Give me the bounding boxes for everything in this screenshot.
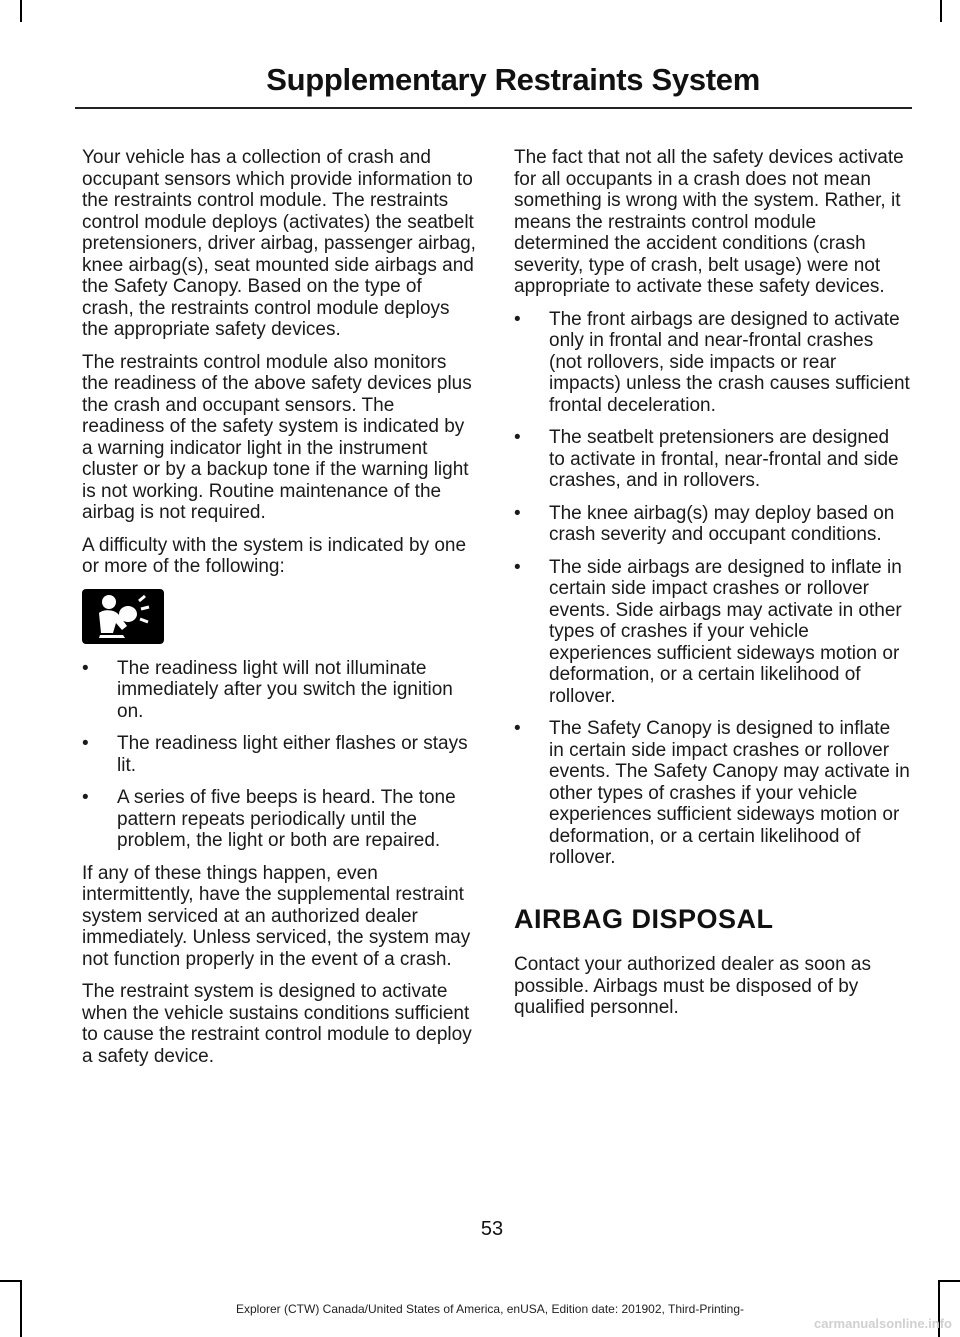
paragraph: Your vehicle has a collection of crash and occupant sensors which provide information to the restraints control module. The restraints control module deploys (activates) the seatbelt pretensioners, driver airbag, passenger airbag, knee airbag(s), seat mounted side airbags and the Safety Canopy. Based on the type of crash, the restraints control module deploys the appropriate safety devices. — [82, 147, 476, 340]
paragraph: A difficulty with the system is indicated by one or more of the following: — [82, 534, 467, 577]
page-title: Supplementary Restraints System — [266, 62, 760, 97]
list-item: • The side airbags are designed to inflate in certain side impact crashes or rollover events. Side airbags may activate in other types of crashes if your vehicle experiences sufficient sideways motion or deformation, or a certain likelihood of rollover. — [514, 556, 902, 707]
crop-mark-top-right — [940, 0, 942, 22]
footer-text: Explorer (CTW) Canada/United States of America, enUSA, Edition date: 201902, Third-Printing- — [235, 1302, 745, 1316]
paragraph: The restraints control module also monitors the readiness of the above safety devices plus the crash and occupant sensors. The readiness of the safety system is indicated by a warning indicator light in the instrument cluster or by a backup tone if the warning light is not working. Routine maintenance of the airbag is not required. — [82, 351, 472, 523]
right-column — [514, 147, 910, 1030]
readiness-bullet-list — [82, 658, 477, 852]
activation-bullet-list — [514, 309, 910, 869]
left-column — [82, 147, 477, 1078]
page-number: 53 — [480, 1218, 504, 1240]
list-item: • The readiness light will not illuminate immediately after you switch the ignition on. — [82, 657, 453, 722]
paragraph: The fact that not all the safety devices activate for all occupants in a crash does not mean something is wrong with the system. Rather, it means the restraints control module determined the accident conditions (crash severity, type of crash, belt usage) were not appropriate to activate these safety devices. — [514, 147, 904, 297]
header-divider — [75, 107, 912, 109]
paragraph: Contact your authorized dealer as soon as possible. Airbags must be disposed of by qualified personnel. — [514, 954, 871, 1018]
list-item: • The knee airbag(s) may deploy based on crash severity and occupant conditions. — [514, 502, 895, 545]
paragraph: If any of these things happen, even intermittently, have the supplemental restraint system serviced at an authorized dealer immediately. Unless serviced, the system may not function properly in the event of a crash. — [82, 862, 471, 970]
list-item: • The front airbags are designed to activate only in frontal and near-frontal crashes (not rollovers, side impacts or rear impacts) unless the crash causes sufficient frontal deceleration. — [514, 308, 910, 416]
list-item: • The Safety Canopy is designed to inflate in certain side impact crashes or rollover events. The Safety Canopy may activate in other types of crashes if your vehicle experiences sufficient sideways motion or deformation, or a certain likelihood of rollover. — [514, 718, 910, 868]
list-item: • The readiness light either flashes or stays lit. — [82, 733, 468, 776]
list-item: • The seatbelt pretensioners are designed to activate in frontal, near-frontal and side crashes, and in rollovers. — [514, 427, 899, 491]
section-heading: AIRBAG DISPOSAL — [514, 903, 774, 934]
crop-mark-top-left — [20, 0, 22, 22]
airbag-warning-icon — [82, 589, 164, 644]
watermark: carmanualsonline.info — [814, 1316, 952, 1331]
list-item: • A series of five beeps is heard. The tone pattern repeats periodically until the problem, the light or both are repaired. — [82, 787, 456, 851]
paragraph: The restraint system is designed to activate when the vehicle sustains conditions sufficient to cause the restraint control module to deploy a safety device. — [82, 981, 472, 1067]
